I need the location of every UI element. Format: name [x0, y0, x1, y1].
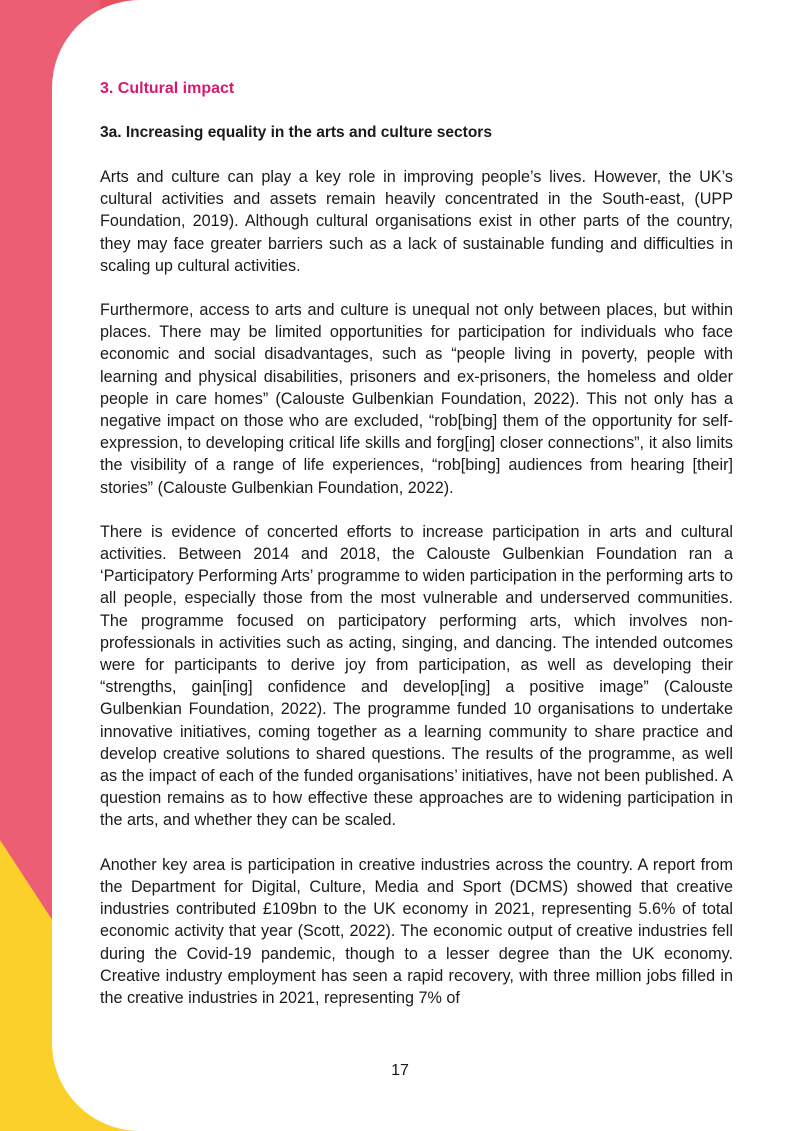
body-paragraph: Furthermore, access to arts and culture is unequal not only between places, but within places. There may be limited opportunities for participation for individuals who face economic and social disadvantages, such as “people living in poverty, people with learning and physical disabilities, prisoners and ex-prisoners, the homeless and older people in care homes” (Calouste Gulbenkian Foundation, 2022). This not only has a negative impact on those who are excluded, “rob[bing] them of the opportunity for self-expression, to developing critical life skills and forg[ing] closer connections”, it also limits the visibility of a range of life experiences, “rob[bing] audiences from hearing [their] stories” (Calouste Gulbenkian Foundation, 2022). [100, 301, 733, 497]
subsection-title: 3a. Increasing equality in the arts and culture sectors [100, 124, 492, 141]
page-content [100, 78, 733, 1009]
body-paragraph: There is evidence of concerted efforts to increase participation in arts and cultural activities. Between 2014 and 2018, the Calouste Gulbenkian Foundation ran a ‘Participatory Performing Arts’ programme to widen participation in the performing arts to all people, especially those from the most vulnerable and underserved communities. The programme focused on participatory performing arts, which involves non-professionals in activities such as acting, singing, and dancing. The intended outcomes were for participants to derive joy from participation, as well as developing their “strengths, gain[ing] confidence and develop[ing] a positive image” (Calouste Gulbenkian Foundation, 2022). The programme funded 10 organisations to undertake innovative initiatives, coming together as a learning community to share practice and develop creative solutions to shared questions. The results of the programme, as well as the impact of each of the funded organisations’ initiatives, have not been published. A question remains as to how effective these approaches are to widening participation in the arts, and whether they can be scaled. [100, 522, 733, 830]
section-title: 3. Cultural impact [100, 80, 235, 97]
body-paragraph: Another key area is participation in creative industries across the country. A report from the Department for Digital, Culture, Media and Sport (DCMS) showed that creative industries contributed £109bn to the UK economy in 2021, representing 5.6% of total economic activity that year (Scott, 2022). The economic output of creative industries fell during the Covid-19 pandemic, though to a lesser degree than the UK economy. Creative industry employment has seen a rapid recovery, with three million jobs filled in the creative industries in 2021, representing 7% of [100, 855, 733, 1007]
page-number: 17 [391, 1062, 409, 1079]
body-paragraph: Arts and culture can play a key role in improving people’s lives. However, the UK’s cultural activities and assets remain heavily concentrated in the South-east, (UPP Foundation, 2019). Although cultural organisations exist in other parts of the country, they may face greater barriers such as a lack of sustainable funding and difficulties in scaling up cultural activities. [100, 168, 733, 275]
